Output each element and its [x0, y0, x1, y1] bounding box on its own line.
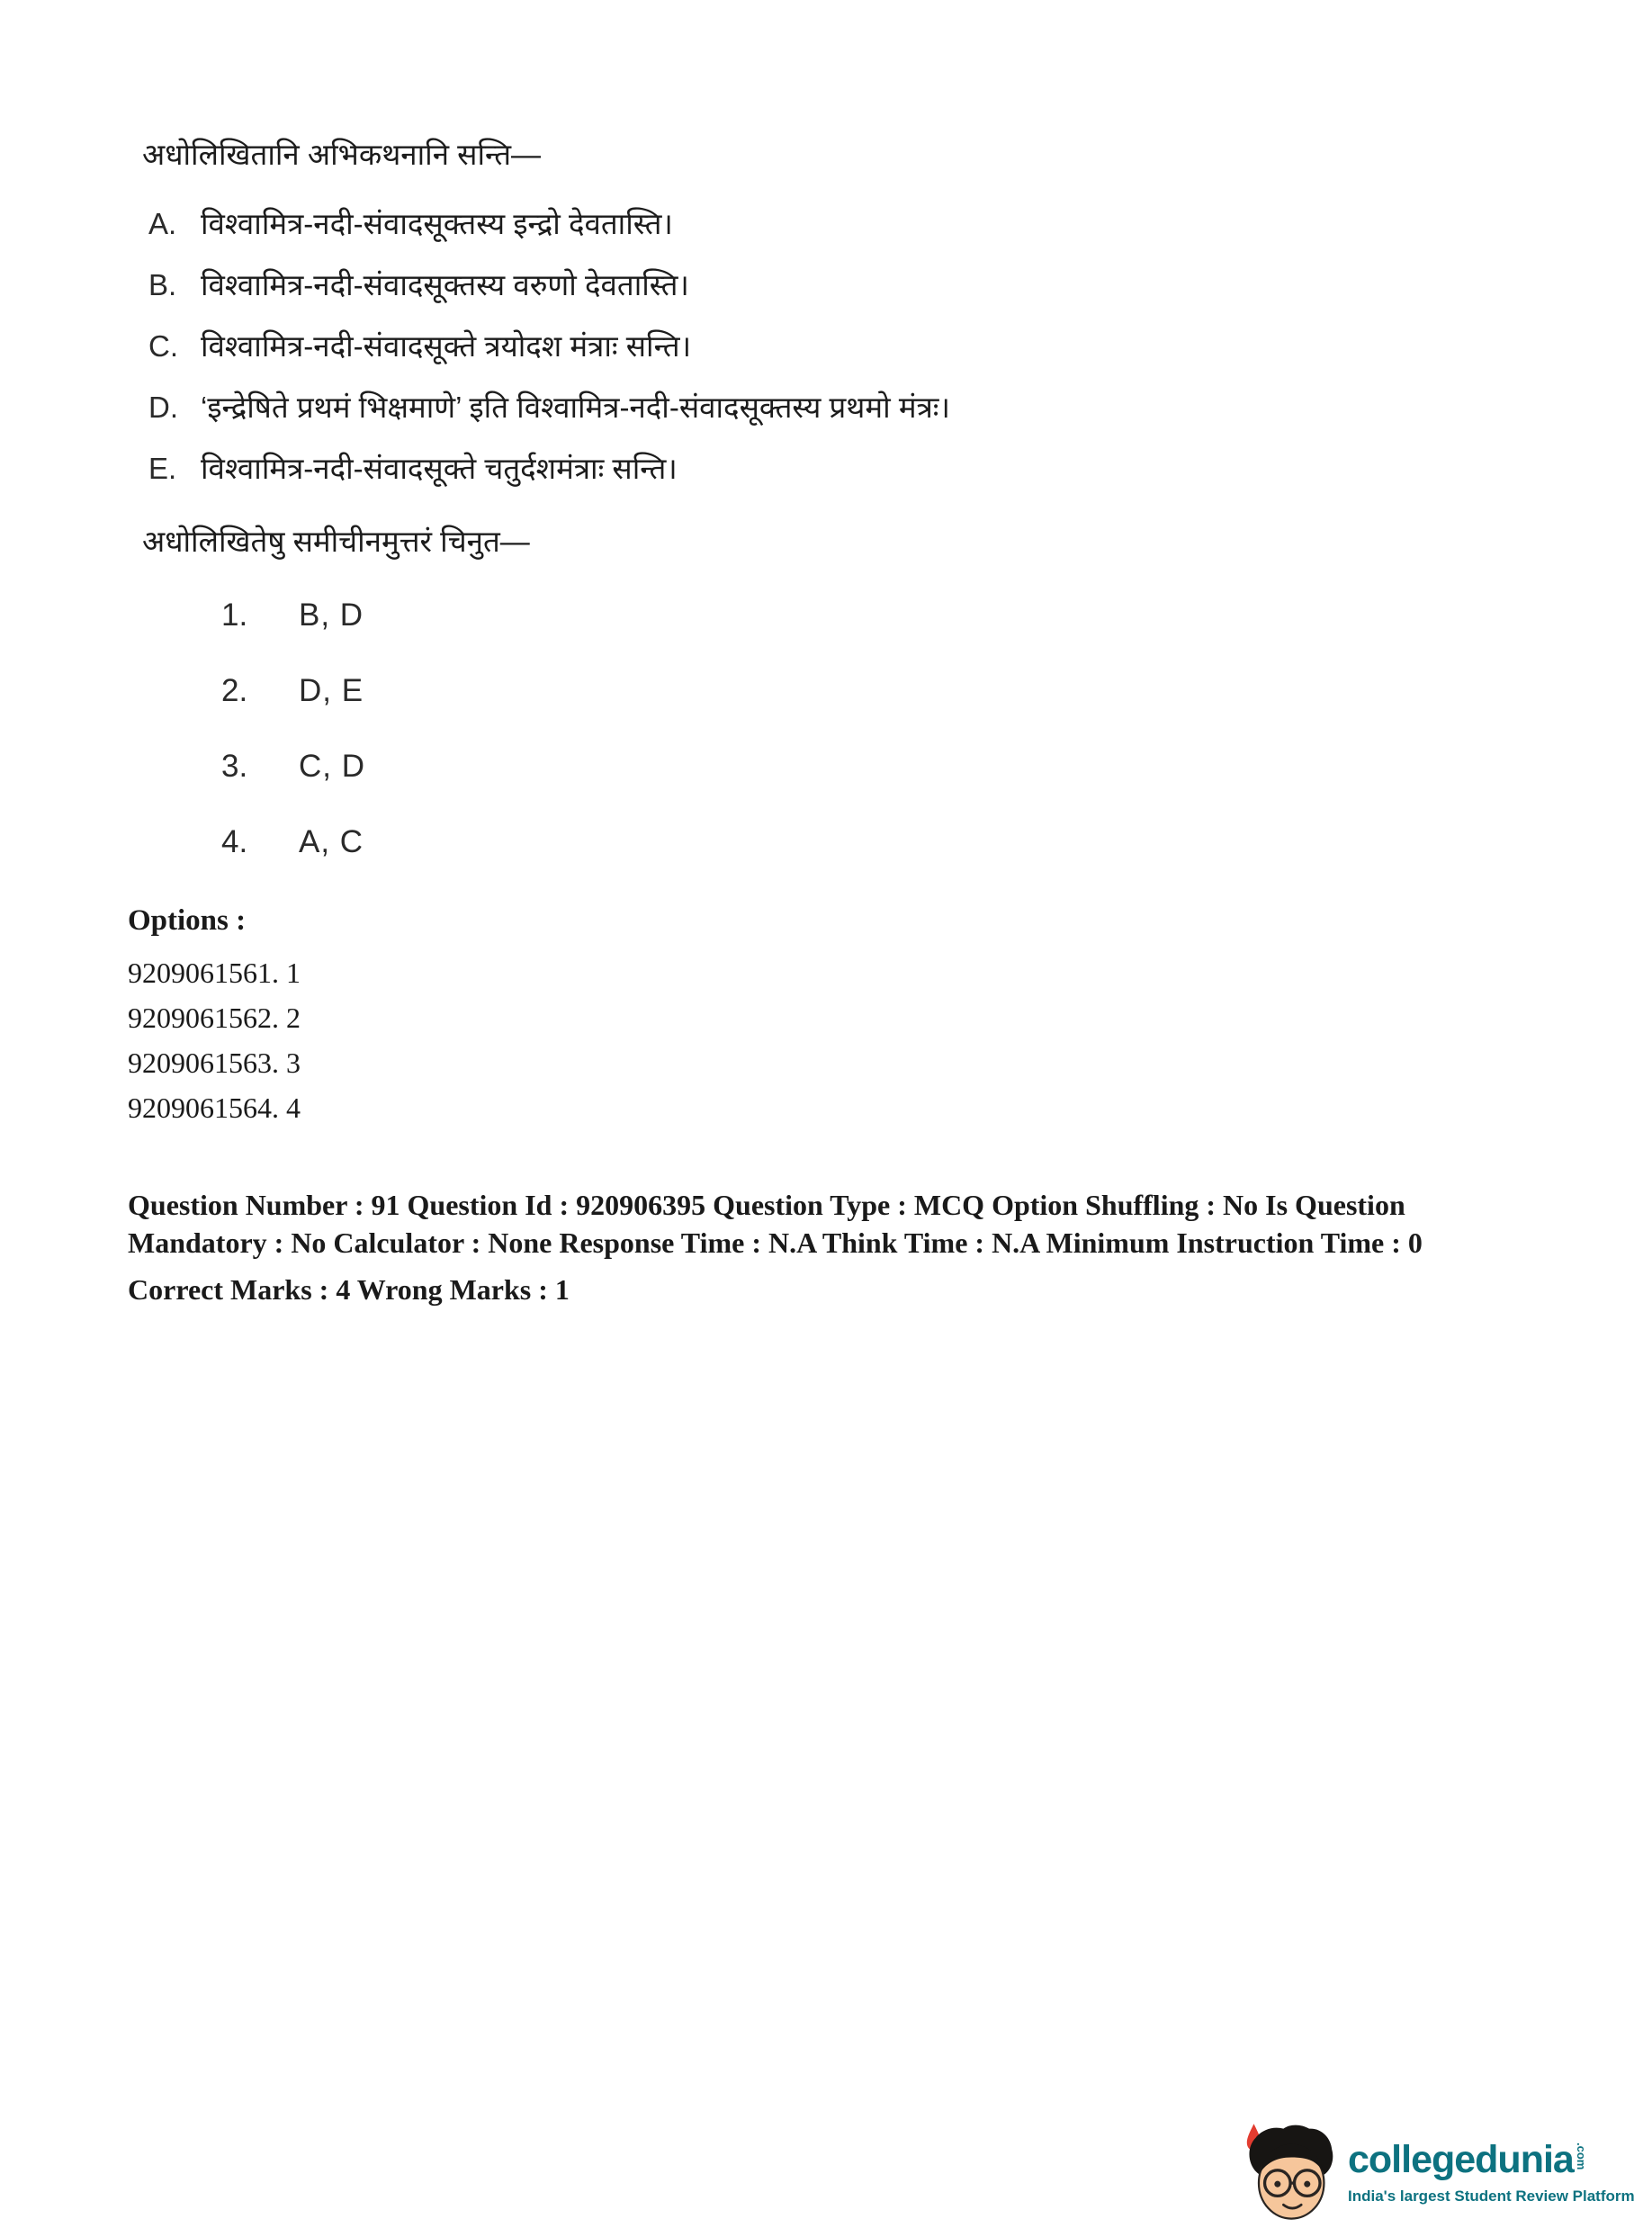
statement-text: विश्वामित्र-नदी-संवादसूक्तस्य इन्द्रो देवतास्ति।	[201, 207, 673, 240]
statement-label: A.	[148, 207, 177, 240]
choice-value: C, D	[299, 749, 365, 784]
answer-choice-4	[221, 826, 365, 858]
choice-number: 4.	[221, 824, 248, 859]
question-intro-text: अधोलिखितानि अभिकथनानि सन्ति—	[142, 138, 542, 171]
choice-number: 3.	[221, 749, 248, 784]
choice-value: B, D	[299, 597, 364, 633]
collegedunia-brand-footer	[1240, 2120, 1636, 2224]
statement-label: B.	[148, 268, 177, 301]
statement-b	[148, 270, 950, 301]
options-heading: Options :	[128, 904, 247, 937]
statement-text: विश्वामित्र-नदी-संवादसूक्तस्य वरुणो देवतास्ति।	[201, 268, 689, 301]
statement-label: C.	[148, 329, 178, 363]
choose-prompt-text: अधोलिखितेषु समीचीनमुत्तरं चिनुत—	[142, 525, 530, 558]
choice-value: A, C	[299, 824, 364, 859]
statement-e	[148, 454, 950, 484]
question-marks-line: Correct Marks : 4 Wrong Marks : 1	[128, 1273, 570, 1306]
statement-text: विश्वामित्र-नदी-संवादसूक्ते चतुर्दशमंत्राः सन्ति।	[201, 452, 678, 485]
statement-label: E.	[148, 452, 177, 485]
brand-name: collegedunia	[1348, 2137, 1574, 2181]
options-id-section	[128, 904, 301, 1130]
question-meta-block	[128, 1186, 1459, 1308]
statement-list	[148, 209, 950, 515]
brand-suffix: .com	[1574, 2142, 1588, 2170]
statement-text: विश्वामित्र-नदी-संवादसूक्ते त्रयोदश मंत्राः सन्ति।	[201, 329, 692, 363]
choice-number: 1.	[221, 597, 248, 633]
statement-d	[148, 392, 950, 423]
option-id-line: 9209061562. 2	[128, 1002, 301, 1034]
choice-value: D, E	[299, 673, 364, 708]
choice-number: 2.	[221, 673, 248, 708]
statement-a	[148, 209, 950, 239]
answer-choice-1	[221, 599, 365, 632]
option-id-line: 9209061564. 4	[128, 1092, 301, 1124]
brand-tagline: India's largest Student Review Platform	[1348, 2187, 1635, 2205]
answer-choice-2	[221, 675, 365, 707]
option-id-line: 9209061561. 1	[128, 957, 301, 989]
question-meta-line: Question Number : 91 Question Id : 920906395 Question Type : MCQ Option Shuffling : No Is Question Mandatory : No Calculator : None Response Time : N.A Think Time : N.A Minimum Instruction Time : 0	[128, 1189, 1423, 1259]
option-id-line: 9209061563. 3	[128, 1047, 301, 1079]
statement-c	[148, 331, 950, 362]
collegedunia-mascot-icon	[1240, 2122, 1339, 2223]
answer-choice-3	[221, 750, 365, 783]
answer-choice-list	[221, 599, 365, 902]
statement-label: D.	[148, 391, 178, 424]
brand-text-column	[1348, 2139, 1635, 2206]
statement-text: ‘इन्द्रेषिते प्रथमं भिक्षमाणे’ इति विश्वामित्र-नदी-संवादसूक्तस्य प्रथमो मंत्रः।	[201, 391, 950, 424]
